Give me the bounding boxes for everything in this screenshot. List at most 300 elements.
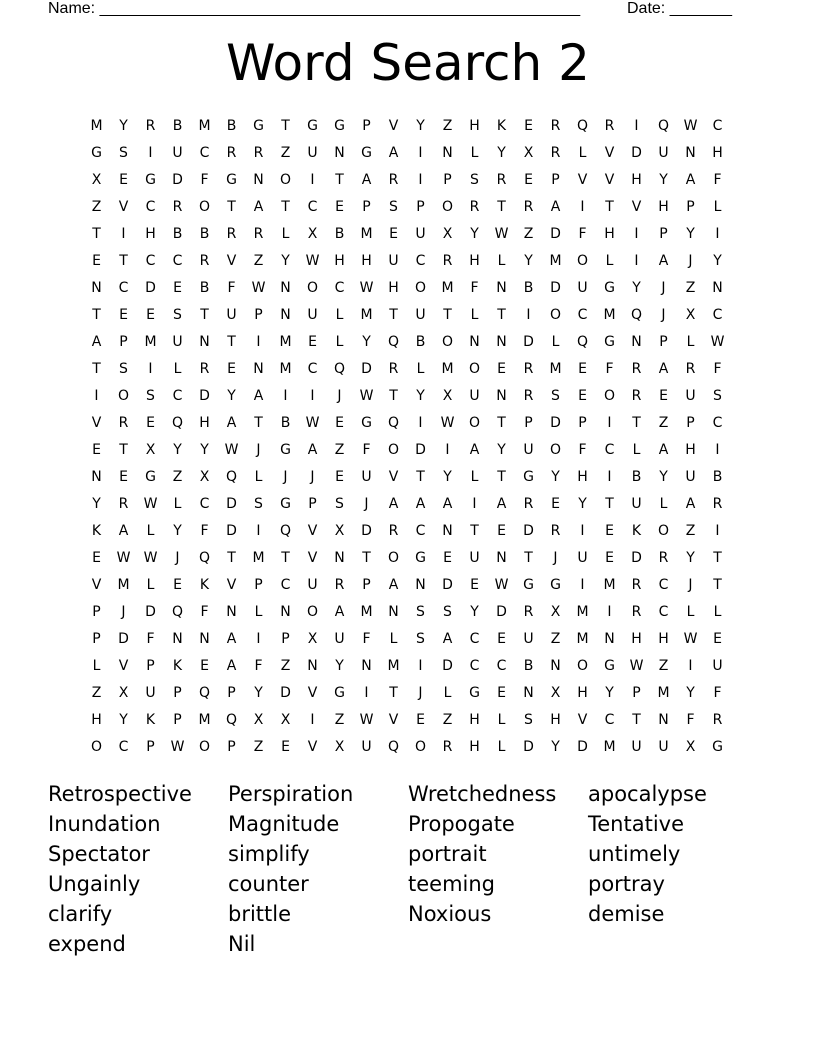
- grid-cell: D: [442, 657, 453, 674]
- grid-cell: W: [305, 252, 320, 269]
- grid-cell: V: [91, 576, 102, 593]
- grid-cell: T: [605, 198, 614, 215]
- grid-cell: C: [469, 657, 480, 674]
- grid-cell: R: [388, 522, 399, 539]
- grid-cell: J: [337, 387, 342, 404]
- grid-cell: U: [307, 306, 318, 323]
- grid-cell: M: [549, 360, 562, 377]
- grid-cell: T: [92, 306, 101, 323]
- grid-cell: S: [335, 495, 344, 512]
- grid-cell: O: [576, 657, 589, 674]
- grid-cell: J: [688, 252, 693, 269]
- grid-cell: O: [441, 333, 454, 350]
- grid-cell: C: [280, 576, 291, 593]
- grid-cell: A: [226, 657, 237, 674]
- grid-cell: C: [145, 198, 156, 215]
- grid-cell: O: [198, 738, 211, 755]
- grid-cell: C: [145, 252, 156, 269]
- grid-cell: Q: [387, 333, 400, 350]
- grid-cell: W: [251, 279, 266, 296]
- grid-cell: E: [605, 522, 614, 539]
- grid-cell: C: [712, 414, 723, 431]
- grid-cell: I: [580, 576, 585, 593]
- grid-cell: I: [634, 225, 639, 242]
- grid-cell: D: [523, 333, 534, 350]
- grid-cell: R: [631, 387, 642, 404]
- grid-cell: X: [280, 711, 291, 728]
- grid-cell: Q: [387, 414, 400, 431]
- grid-cell: R: [145, 117, 156, 134]
- grid-cell: Y: [686, 684, 695, 701]
- grid-cell: C: [118, 279, 129, 296]
- grid-cell: N: [496, 549, 507, 566]
- grid-cell: E: [335, 198, 344, 215]
- grid-cell: U: [712, 657, 723, 674]
- grid-cell: V: [577, 171, 588, 188]
- grid-cell: D: [415, 441, 426, 458]
- grid-cell: K: [91, 522, 102, 539]
- grid-cell: E: [92, 549, 101, 566]
- grid-cell: B: [523, 279, 534, 296]
- grid-cell: R: [334, 576, 345, 593]
- grid-cell: P: [416, 198, 425, 215]
- grid-cell: C: [118, 738, 129, 755]
- grid-cell: X: [199, 468, 210, 485]
- grid-cell: P: [308, 495, 317, 512]
- word-bank-item: Magnitude: [228, 812, 340, 836]
- grid-cell: I: [418, 414, 423, 431]
- grid-cell: P: [281, 630, 290, 647]
- grid-cell: X: [307, 225, 318, 242]
- grid-cell: L: [470, 144, 479, 161]
- grid-cell: T: [119, 441, 128, 458]
- grid-cell: T: [281, 549, 290, 566]
- grid-cell: W: [143, 549, 158, 566]
- grid-cell: Y: [524, 252, 533, 269]
- grid-cell: O: [576, 252, 589, 269]
- grid-cell: P: [146, 738, 155, 755]
- grid-cell: R: [469, 198, 480, 215]
- grid-cell: Y: [686, 225, 695, 242]
- grid-cell: H: [334, 252, 345, 269]
- grid-cell: H: [685, 441, 696, 458]
- grid-cell: T: [92, 225, 101, 242]
- grid-cell: W: [305, 414, 320, 431]
- grid-cell: R: [442, 738, 453, 755]
- grid-cell: Y: [227, 387, 236, 404]
- word-bank-item: Wretchedness: [408, 782, 557, 806]
- grid-cell: N: [496, 279, 507, 296]
- grid-cell: G: [145, 468, 156, 485]
- grid-cell: B: [172, 225, 183, 242]
- grid-cell: A: [334, 603, 345, 620]
- grid-cell: P: [659, 333, 668, 350]
- grid-cell: A: [442, 495, 453, 512]
- grid-cell: E: [146, 414, 155, 431]
- grid-cell: A: [550, 198, 561, 215]
- grid-cell: Y: [200, 441, 209, 458]
- grid-cell: E: [389, 225, 398, 242]
- grid-cell: E: [173, 576, 182, 593]
- grid-cell: T: [227, 198, 236, 215]
- grid-cell: Z: [658, 657, 669, 674]
- grid-cell: G: [307, 117, 318, 134]
- grid-cell: E: [578, 387, 587, 404]
- grid-cell: G: [361, 414, 372, 431]
- grid-cell: M: [603, 576, 616, 593]
- grid-cell: H: [91, 711, 102, 728]
- grid-cell: H: [658, 198, 669, 215]
- grid-cell: Z: [172, 468, 183, 485]
- grid-cell: N: [442, 144, 453, 161]
- grid-cell: C: [712, 306, 723, 323]
- grid-cell: P: [632, 684, 641, 701]
- grid-cell: F: [362, 630, 371, 647]
- grid-cell: C: [469, 630, 480, 647]
- grid-cell: U: [577, 549, 588, 566]
- grid-cell: N: [496, 387, 507, 404]
- grid-cell: Y: [497, 441, 506, 458]
- grid-cell: E: [335, 468, 344, 485]
- grid-cell: L: [632, 441, 641, 458]
- grid-cell: X: [442, 225, 453, 242]
- grid-cell: V: [307, 684, 318, 701]
- grid-cell: C: [604, 441, 615, 458]
- grid-cell: O: [657, 522, 670, 539]
- grid-cell: F: [578, 225, 587, 242]
- grid-cell: I: [445, 441, 450, 458]
- grid-cell: G: [604, 657, 615, 674]
- grid-cell: U: [145, 684, 156, 701]
- grid-cell: H: [577, 468, 588, 485]
- grid-cell: T: [119, 252, 128, 269]
- grid-cell: G: [226, 171, 237, 188]
- grid-cell: T: [632, 711, 641, 728]
- grid-cell: A: [91, 333, 102, 350]
- grid-cell: J: [553, 549, 558, 566]
- grid-cell: U: [658, 738, 669, 755]
- grid-cell: U: [388, 252, 399, 269]
- grid-cell: Z: [253, 252, 264, 269]
- grid-cell: A: [685, 495, 696, 512]
- grid-cell: H: [658, 630, 669, 647]
- grid-cell: Z: [550, 630, 561, 647]
- grid-cell: T: [389, 684, 398, 701]
- grid-cell: A: [442, 630, 453, 647]
- grid-cell: T: [497, 198, 506, 215]
- grid-cell: E: [227, 360, 236, 377]
- grid-cell: S: [713, 387, 722, 404]
- grid-cell: Z: [442, 117, 453, 134]
- grid-cell: E: [524, 171, 533, 188]
- word-bank-item: Nil: [228, 932, 256, 956]
- grid-cell: Y: [119, 711, 128, 728]
- word-bank-item: Ungainly: [48, 872, 141, 896]
- grid-cell: O: [414, 279, 427, 296]
- grid-cell: O: [90, 738, 103, 755]
- grid-cell: U: [523, 630, 534, 647]
- grid-cell: U: [307, 576, 318, 593]
- grid-cell: Q: [576, 117, 589, 134]
- grid-cell: T: [92, 360, 101, 377]
- date-field-label: Date: _______: [627, 0, 732, 17]
- grid-cell: W: [170, 738, 185, 755]
- page-title: Word Search 2: [226, 34, 590, 92]
- grid-cell: P: [686, 198, 695, 215]
- grid-cell: M: [576, 630, 589, 647]
- grid-cell: R: [685, 360, 696, 377]
- grid-cell: D: [550, 414, 561, 431]
- grid-cell: B: [631, 468, 642, 485]
- grid-cell: N: [253, 171, 264, 188]
- grid-cell: I: [418, 144, 423, 161]
- grid-cell: H: [469, 738, 480, 755]
- grid-cell: F: [200, 522, 209, 539]
- grid-cell: M: [144, 333, 157, 350]
- grid-cell: U: [469, 387, 480, 404]
- grid-cell: I: [526, 306, 531, 323]
- grid-cell: R: [226, 144, 237, 161]
- grid-cell: V: [91, 414, 102, 431]
- grid-cell: O: [549, 441, 562, 458]
- grid-cell: L: [497, 738, 506, 755]
- grid-cell: N: [307, 657, 318, 674]
- grid-cell: W: [683, 117, 698, 134]
- grid-cell: T: [443, 306, 452, 323]
- grid-cell: U: [361, 468, 372, 485]
- grid-cell: N: [334, 144, 345, 161]
- grid-cell: U: [577, 279, 588, 296]
- grid-cell: D: [199, 387, 210, 404]
- grid-cell: V: [307, 549, 318, 566]
- grid-cell: Q: [198, 549, 211, 566]
- grid-cell: Y: [605, 684, 614, 701]
- grid-cell: M: [252, 549, 265, 566]
- grid-cell: N: [415, 576, 426, 593]
- grid-cell: D: [631, 549, 642, 566]
- grid-cell: C: [415, 252, 426, 269]
- grid-cell: R: [172, 198, 183, 215]
- grid-cell: N: [199, 333, 210, 350]
- grid-cell: G: [469, 684, 480, 701]
- grid-cell: G: [361, 144, 372, 161]
- grid-cell: Y: [578, 495, 587, 512]
- grid-cell: G: [334, 684, 345, 701]
- grid-cell: Y: [551, 468, 560, 485]
- grid-cell: L: [281, 225, 290, 242]
- grid-cell: D: [631, 144, 642, 161]
- grid-cell: R: [658, 549, 669, 566]
- grid-cell: T: [605, 495, 614, 512]
- word-bank-item: demise: [588, 902, 665, 926]
- grid-cell: J: [661, 279, 666, 296]
- grid-cell: X: [442, 387, 453, 404]
- grid-cell: J: [121, 603, 126, 620]
- grid-cell: A: [226, 414, 237, 431]
- grid-cell: J: [310, 468, 315, 485]
- grid-cell: P: [254, 306, 263, 323]
- word-bank-item: expend: [48, 932, 126, 956]
- grid-cell: R: [550, 144, 561, 161]
- grid-cell: Z: [334, 711, 345, 728]
- grid-cell: W: [143, 495, 158, 512]
- grid-cell: C: [199, 144, 210, 161]
- grid-cell: N: [442, 522, 453, 539]
- grid-cell: I: [310, 387, 315, 404]
- grid-cell: E: [119, 306, 128, 323]
- grid-cell: A: [118, 522, 129, 539]
- grid-cell: X: [91, 171, 102, 188]
- grid-cell: B: [334, 225, 345, 242]
- grid-cell: T: [524, 549, 533, 566]
- word-bank-item: teeming: [408, 872, 496, 896]
- grid-cell: I: [418, 171, 423, 188]
- grid-cell: G: [253, 117, 264, 134]
- grid-cell: P: [362, 117, 371, 134]
- grid-cell: R: [631, 603, 642, 620]
- grid-cell: G: [334, 117, 345, 134]
- grid-cell: Y: [119, 117, 128, 134]
- grid-cell: A: [388, 144, 399, 161]
- grid-cell: E: [119, 171, 128, 188]
- grid-cell: B: [280, 414, 291, 431]
- grid-cell: A: [361, 171, 372, 188]
- grid-cell: N: [226, 603, 237, 620]
- grid-cell: Q: [225, 468, 238, 485]
- grid-cell: P: [173, 684, 182, 701]
- grid-cell: L: [686, 603, 695, 620]
- grid-cell: F: [686, 711, 695, 728]
- grid-cell: E: [119, 468, 128, 485]
- grid-cell: N: [658, 711, 669, 728]
- grid-cell: W: [710, 333, 725, 350]
- grid-cell: M: [198, 117, 211, 134]
- grid-cell: C: [199, 495, 210, 512]
- grid-cell: N: [91, 279, 102, 296]
- grid-cell: Q: [657, 117, 670, 134]
- grid-cell: E: [497, 630, 506, 647]
- grid-cell: D: [172, 171, 183, 188]
- grid-cell: R: [253, 225, 264, 242]
- grid-cell: M: [441, 360, 454, 377]
- grid-cell: A: [415, 495, 426, 512]
- grid-cell: W: [359, 279, 374, 296]
- grid-cell: S: [416, 630, 425, 647]
- grid-cell: F: [200, 171, 209, 188]
- grid-cell: E: [416, 711, 425, 728]
- grid-cell: T: [497, 468, 506, 485]
- word-bank-item: Noxious: [408, 902, 492, 926]
- grid-cell: N: [550, 657, 561, 674]
- grid-cell: Y: [713, 252, 722, 269]
- grid-cell: N: [253, 360, 264, 377]
- grid-cell: T: [362, 549, 371, 566]
- grid-cell: L: [173, 495, 182, 512]
- grid-cell: R: [199, 252, 210, 269]
- grid-cell: H: [577, 684, 588, 701]
- grid-cell: Y: [92, 495, 101, 512]
- grid-cell: N: [280, 306, 291, 323]
- grid-cell: U: [631, 495, 642, 512]
- grid-cell: R: [523, 198, 534, 215]
- grid-cell: X: [145, 441, 156, 458]
- grid-cell: X: [685, 306, 696, 323]
- grid-cell: I: [634, 117, 639, 134]
- grid-cell: G: [604, 279, 615, 296]
- grid-cell: M: [279, 333, 292, 350]
- grid-cell: E: [200, 657, 209, 674]
- grid-cell: C: [307, 198, 318, 215]
- grid-cell: W: [116, 549, 131, 566]
- grid-cell: U: [523, 441, 534, 458]
- grid-cell: E: [146, 306, 155, 323]
- grid-cell: T: [227, 333, 236, 350]
- grid-cell: Q: [333, 360, 346, 377]
- grid-cell: L: [686, 333, 695, 350]
- grid-cell: W: [629, 657, 644, 674]
- grid-cell: E: [281, 738, 290, 755]
- word-bank-item: brittle: [228, 902, 292, 926]
- grid-cell: N: [280, 279, 291, 296]
- grid-cell: Y: [281, 252, 290, 269]
- grid-cell: T: [497, 306, 506, 323]
- grid-cell: D: [145, 279, 156, 296]
- grid-cell: S: [470, 171, 479, 188]
- grid-cell: F: [713, 360, 722, 377]
- grid-cell: J: [418, 684, 423, 701]
- grid-cell: W: [683, 630, 698, 647]
- grid-cell: L: [713, 198, 722, 215]
- grid-cell: C: [658, 603, 669, 620]
- grid-cell: N: [388, 603, 399, 620]
- grid-cell: O: [387, 441, 400, 458]
- grid-cell: E: [659, 387, 668, 404]
- grid-cell: P: [551, 171, 560, 188]
- grid-cell: B: [712, 468, 723, 485]
- grid-cell: T: [335, 171, 344, 188]
- grid-cell: S: [551, 387, 560, 404]
- grid-cell: I: [472, 495, 477, 512]
- grid-cell: C: [496, 657, 507, 674]
- grid-cell: M: [603, 306, 616, 323]
- grid-cell: Y: [254, 684, 263, 701]
- grid-cell: I: [310, 711, 315, 728]
- grid-cell: X: [550, 684, 561, 701]
- grid-cell: H: [550, 711, 561, 728]
- grid-cell: I: [607, 414, 612, 431]
- grid-cell: S: [389, 198, 398, 215]
- grid-cell: L: [254, 468, 263, 485]
- grid-cell: Y: [551, 738, 560, 755]
- grid-cell: Y: [173, 441, 182, 458]
- grid-cell: K: [199, 576, 210, 593]
- grid-cell: F: [578, 441, 587, 458]
- grid-cell: O: [414, 738, 427, 755]
- grid-cell: R: [118, 495, 129, 512]
- grid-cell: G: [280, 495, 291, 512]
- grid-cell: V: [226, 252, 237, 269]
- grid-cell: M: [117, 576, 130, 593]
- grid-cell: P: [686, 414, 695, 431]
- grid-cell: Z: [91, 198, 102, 215]
- grid-cell: V: [118, 657, 129, 674]
- grid-cell: I: [364, 684, 369, 701]
- grid-cell: D: [361, 360, 372, 377]
- grid-cell: D: [361, 522, 372, 539]
- grid-cell: I: [715, 441, 720, 458]
- grid-cell: I: [283, 387, 288, 404]
- grid-cell: Z: [685, 279, 696, 296]
